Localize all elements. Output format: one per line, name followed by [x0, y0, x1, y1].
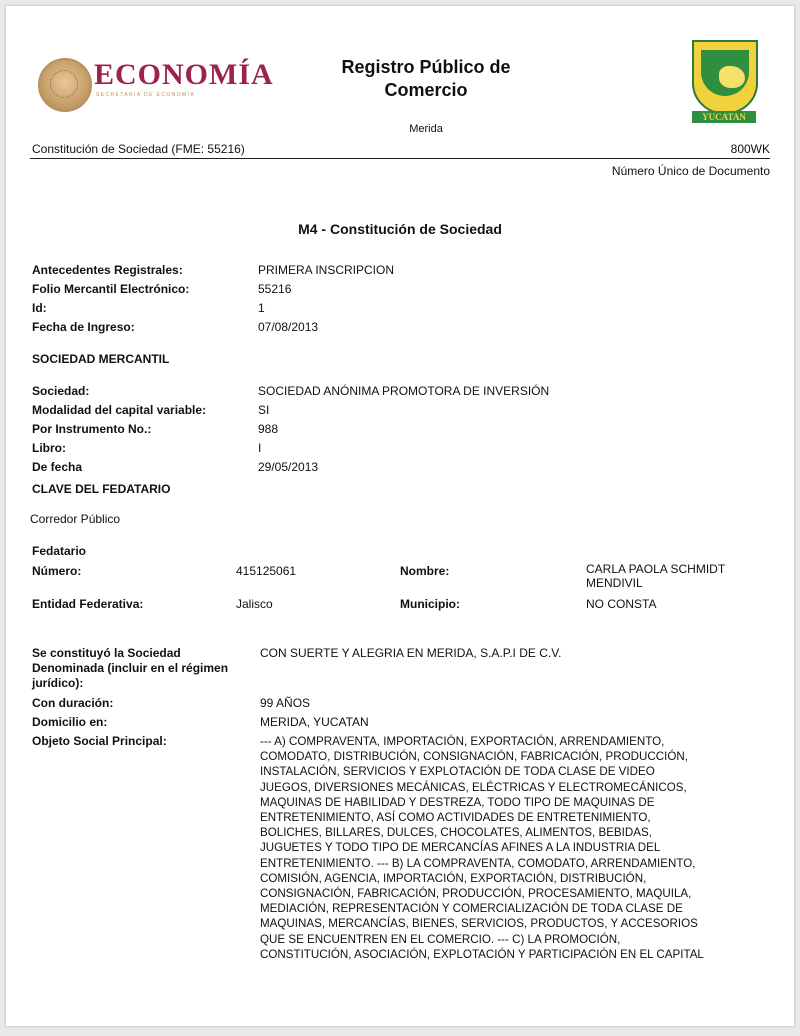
numero-label: Número: [32, 564, 82, 578]
yucatan-shield-label: YUCATAN [692, 111, 756, 123]
folio-value: 55216 [258, 282, 292, 296]
unique-document-number-label: Número Único de Documento [611, 164, 770, 178]
denominada-label-line-1: Se constituyó la Sociedad [32, 646, 181, 660]
duracion-label: Con duración: [32, 696, 114, 710]
objeto-line: QUE SE ENCUENTREN EN EL COMERCIO. --- C) LA PROMOCIÓN, [260, 932, 621, 946]
id-value: 1 [258, 301, 265, 315]
denominada-value: CON SUERTE Y ALEGRIA EN MERIDA, S.A.P.I DE C.V. [260, 646, 562, 660]
economia-logo-text: ECONOMÍA [94, 58, 274, 91]
instrumento-value: 988 [258, 422, 279, 436]
objeto-line: MEDIACIÓN, REPRESENTACIÓN Y COMERCIALIZACIÓN DE TODA CLASE DE [260, 902, 683, 916]
economia-logo-subtitle: SECRETARÍA DE ECONOMÍA [96, 92, 196, 98]
modalidad-value: SI [258, 403, 270, 417]
objeto-line: JUGUETES Y TODO TIPO DE MERCANCÍAS AFINES A LA INDUSTRIA DEL [260, 841, 661, 855]
header-divider [30, 158, 770, 159]
document-type: Constitución de Sociedad (FME: 55216) [32, 142, 245, 156]
objeto-line: --- A) COMPRAVENTA, IMPORTACIÓN, EXPORTACIÓN, ARRENDAMIENTO, [260, 735, 665, 748]
nombre-value-line-2: MENDIVIL [586, 576, 643, 590]
denominada-label [32, 646, 242, 691]
entidad-label: Entidad Federativa: [32, 597, 144, 611]
numero-value: 415125061 [236, 564, 297, 578]
objeto-line: BOLICHES, BILLARES, DULCES, CHOCOLATES, ALIMENTOS, BEBIDAS, [260, 826, 652, 840]
instrumento-label: Por Instrumento No.: [32, 422, 152, 436]
document-page [6, 6, 794, 1026]
sociedad-value: SOCIEDAD ANÓNIMA PROMOTORA DE INVERSIÓN [258, 384, 550, 398]
title-line-2: Comercio [384, 80, 468, 100]
objeto-line: COMODATO, DISTRIBUCIÓN, CONSIGNACIÓN, FABRICACIÓN, PRODUCCIÓN, [260, 750, 688, 764]
objeto-label: Objeto Social Principal: [32, 734, 167, 748]
domicilio-value: MERIDA, YUCATAN [260, 715, 369, 729]
denominada-label-line-3: jurídico): [32, 676, 84, 690]
libro-value: I [258, 441, 262, 455]
objeto-line: COMISIÓN, AGENCIA, IMPORTACIÓN, EXPORTACIÓN, DISTRIBUCIÓN, [260, 871, 647, 885]
id-label: Id: [32, 301, 47, 315]
title-line-1: Registro Público de [341, 57, 511, 77]
municipio-value: NO CONSTA [586, 597, 657, 611]
city-label: Merida [409, 123, 443, 135]
fedatario-heading: CLAVE DEL FEDATARIO [32, 482, 171, 496]
nombre-label: Nombre: [400, 564, 450, 578]
objeto-line: MAQUINAS, MERCANCÍAS, BIENES, SERVICIOS, PRODUCTOS, Y ACCESORIOS [260, 917, 698, 931]
entidad-value: Jalisco [236, 597, 273, 611]
antecedentes-value: PRIMERA INSCRIPCION [258, 263, 395, 277]
sociedad-label: Sociedad: [32, 384, 90, 398]
fecha-ingreso-label: Fecha de Ingreso: [32, 320, 135, 334]
objeto-line: CONSTITUCIÓN, ASOCIACIÓN, EXPLOTACIÓN Y PARTICIPACIÓN EN EL CAPITAL [260, 947, 704, 961]
objeto-line: JUEGOS, DIVERSIONES MECÁNICAS, ELÉCTRICAS Y ELECTROMECÁNICOS, [260, 780, 687, 794]
objeto-line: CONSIGNACIÓN, FABRICACIÓN, PRODUCCIÓN, PROCESAMIENTO, MAQUILA, [260, 887, 692, 901]
duracion-value: 99 AÑOS [260, 696, 311, 710]
document-code: 800WK [730, 142, 770, 156]
domicilio-label: Domicilio en: [32, 715, 108, 729]
antecedentes-label: Antecedentes Registrales: [32, 263, 183, 277]
fecha-ingreso-value: 07/08/2013 [258, 320, 319, 334]
folio-label: Folio Mercantil Electrónico: [32, 282, 190, 296]
libro-label: Libro: [32, 441, 66, 455]
mexico-seal-icon [38, 58, 92, 112]
fedatario-type: Corredor Público [30, 512, 121, 526]
yucatan-shield-icon [692, 40, 758, 114]
fedatario-subheading: Fedatario [32, 544, 87, 558]
objeto-line: ENTRETENIMIENTO, ASÍ COMO ACTIVIDADES DE ENTRETENIMIENTO, [260, 811, 651, 825]
objeto-social-text [260, 734, 772, 962]
document-title [276, 56, 576, 102]
objeto-line: INSTALACIÓN, SERVICIOS Y EXPLOTACIÓN DE TODA CLASE DE VIDEO [260, 765, 655, 779]
form-title: M4 - Constitución de Sociedad [298, 221, 502, 237]
denominada-label-line-2: Denominada (incluir en el régimen [32, 661, 229, 675]
objeto-line: ENTRETENIMIENTO. --- B) LA COMPRAVENTA, COMODATO, ARRENDAMIENTO, [260, 856, 696, 870]
nombre-value-line-1: CARLA PAOLA SCHMIDT [586, 562, 726, 576]
modalidad-label: Modalidad del capital variable: [32, 403, 207, 417]
municipio-label: Municipio: [400, 597, 460, 611]
de-fecha-value: 29/05/2013 [258, 460, 319, 474]
de-fecha-label: De fecha [32, 460, 83, 474]
sociedad-heading: SOCIEDAD MERCANTIL [32, 352, 170, 366]
objeto-line: MAQUINAS DE HABILIDAD Y DESTREZA, TODO TIPO DE MAQUINAS DE [260, 795, 655, 809]
